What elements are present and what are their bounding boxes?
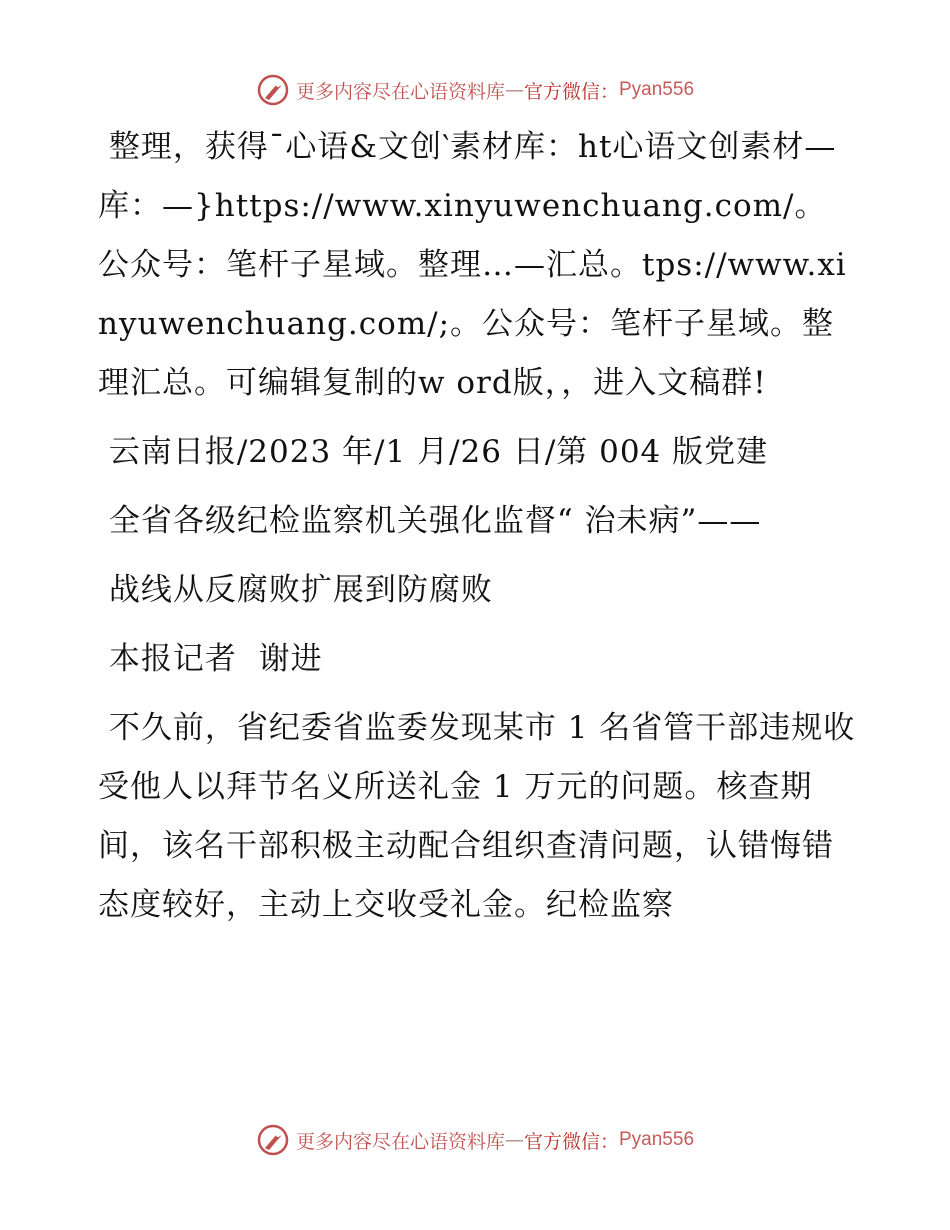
body-paragraph: 不久前，省纪委省监委发现某市 1 名省管干部违规收受他人以拜节名义所送礼金 1 万元的问题。核查期间，该名干部积极主动配合组织查清问题，认错悔错态度较好，主动上交收受礼金。纪检监察 xyxy=(98,710,856,923)
watermark-separator: — xyxy=(504,1129,524,1151)
footer-watermark xyxy=(0,1120,950,1160)
header-watermark xyxy=(0,70,950,110)
watermark-main-text: 更多内容尽在心语资料库 xyxy=(295,1130,505,1153)
byline: 本报记者 谢进 xyxy=(98,641,323,677)
source-line: 云南日报/2023 年/1 月/26 日/第 004 版党建 xyxy=(98,434,769,470)
headline: 全省各级纪检监察机关强化监督“ 治未病”—— xyxy=(98,503,762,539)
pen-nib-logo-icon xyxy=(256,1123,290,1157)
pen-nib-logo-icon xyxy=(256,73,290,107)
watermark-wechat-id: Pyan556 xyxy=(619,79,695,100)
watermark-wechat-label: 官方微信： xyxy=(523,1130,619,1153)
watermark-separator: — xyxy=(504,79,524,101)
watermark-wechat-id: Pyan556 xyxy=(619,1129,695,1150)
watermark-main-text: 更多内容尽在心语资料库 xyxy=(295,80,505,103)
document-body xyxy=(98,118,858,935)
watermark-wechat-label: 官方微信： xyxy=(523,80,619,103)
subheadline: 战线从反腐败扩展到防腐败 xyxy=(98,572,493,608)
intro-paragraph: 整理，获得¯心语&文创‵素材库：ht心语文创素材—库：—}https://www.xinyuwenchuang.com/。公众号：笔杆子星域。整理…—汇总。tps://www.xinyuwenchuang.com/;。公众号：笔杆子星域。整理汇总。可编辑复制的w ord版，，进入文稿群! xyxy=(98,129,847,401)
